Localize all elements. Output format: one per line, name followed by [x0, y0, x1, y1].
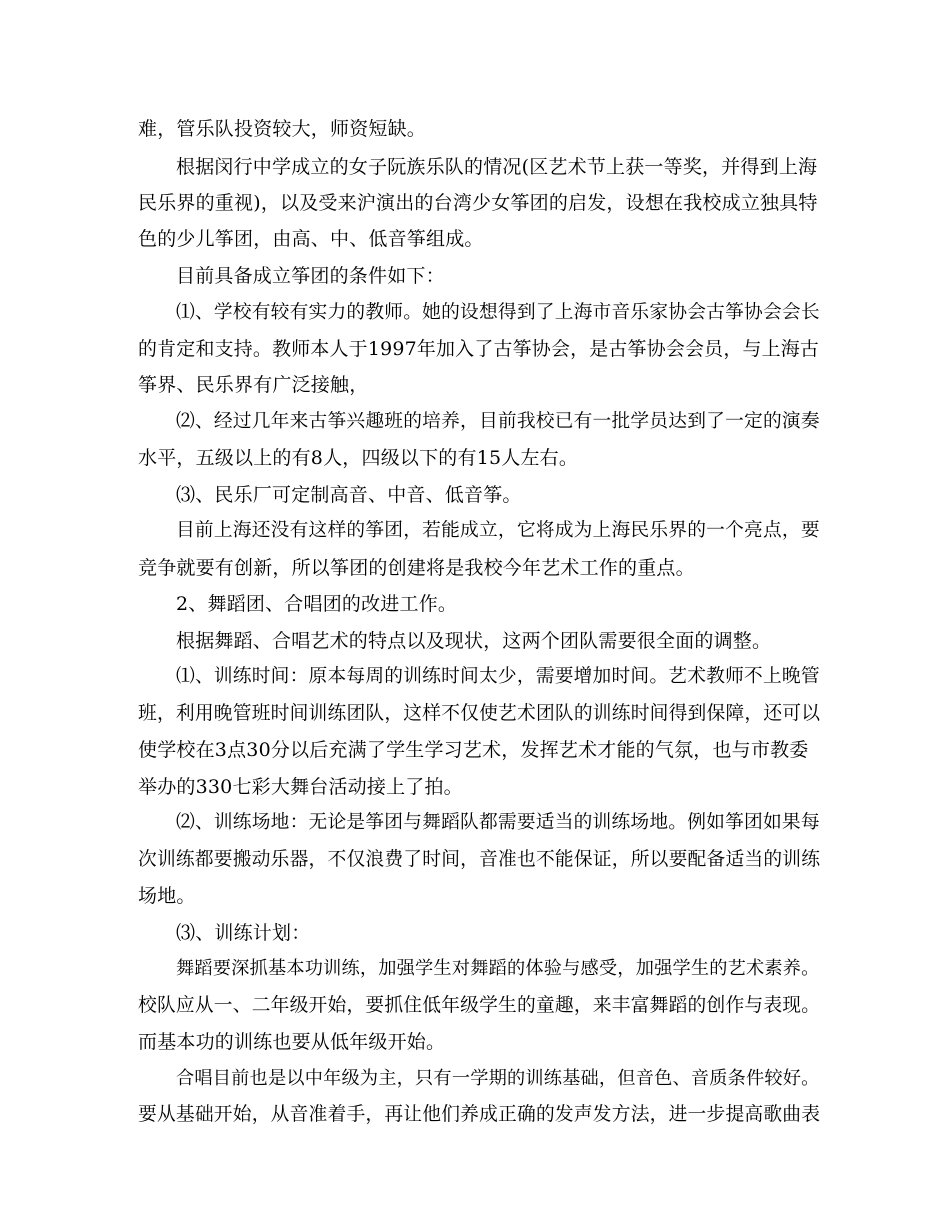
text-line: 竞争就要有创新，所以筝团的创建将是我校今年艺术工作的重点。 [138, 557, 695, 579]
text-line: 目前上海还没有这样的筝团，若能成立，它将成为上海民乐界的一个亮点，要 [176, 520, 820, 541]
text-line: 舞蹈要深抓基本功训练，加强学生对舞蹈的体验与感受，加强学生的艺术素养。 [176, 958, 820, 979]
text-line: 举办的330七彩大舞台活动接上了拍。 [138, 776, 463, 798]
text-line: 民乐界的重视)，以及受来沪演出的台湾少女筝团的启发，设想在我校成立独具特 [138, 192, 818, 214]
text-line: 目前具备成立筝团的条件如下： [176, 265, 445, 287]
text-line: 筝界、民乐界有广泛接触， [138, 374, 369, 396]
text-line: 要从基础开始，从音准着手，再让他们养成正确的发声发方法，进一步提高歌曲表 [138, 1104, 821, 1125]
text-line: ⑶、民乐厂可定制高音、中音、低音筝。 [176, 484, 522, 506]
text-line: ⑶、训练计划： [176, 922, 311, 944]
text-line: 而基本功的训练也要从低年级开始。 [138, 1031, 446, 1053]
text-line: 色的少儿筝团，由高、中、低音筝组成。 [138, 228, 484, 250]
text-line: 的肯定和支持。教师本人于1997年加入了古筝协会，是古筝协会会员，与上海古 [138, 338, 820, 360]
text-line: 合唱目前也是以中年级为主，只有一学期的训练基础，但音色、音质条件较好。 [176, 1068, 820, 1089]
text-line: ⑵、训练场地：无论是筝团与舞蹈队都需要适当的训练场地。例如筝团如果每 [176, 812, 820, 833]
text-line: 根据闵行中学成立的女子阮族乐队的情况(区艺术节上获一等奖，并得到上海 [176, 156, 818, 178]
text-line: ⑴、学校有较有实力的教师。她的设想得到了上海市音乐家协会古筝协会会长 [176, 302, 820, 323]
text-line: 校队应从一、二年级开始，要抓住低年级学生的童趣，来丰富舞蹈的创作与表现。 [138, 995, 821, 1016]
text-line: 难，管乐队投资较大，师资短缺。 [138, 118, 427, 140]
text-line: 班，利用晚管班时间训练团队，这样不仅使艺术团队的训练时间得到保障，还可以 [138, 703, 821, 724]
text-line: 使学校在3点30分以后充满了学生学习艺术，发挥艺术才能的气氛，也与市教委 [138, 739, 809, 761]
text-line: ⑴、训练时间：原本每周的训练时间太少，需要增加时间。艺术教师不上晚管 [176, 666, 820, 687]
text-line: 次训练都要搬动乐器，不仅浪费了时间，音准也不能保证，所以要配备适当的训练 [138, 849, 821, 870]
text-line: 2、舞蹈团、合唱团的改进工作。 [176, 593, 458, 615]
text-line: 场地。 [138, 885, 196, 907]
text-line: ⑵、经过几年来古筝兴趣班的培养，目前我校已有一批学员达到了一定的演奏 [176, 411, 820, 432]
text-line: 水平，五级以上的有8人，四级以下的有15人左右。 [138, 447, 579, 469]
text-line: 根据舞蹈、合唱艺术的特点以及现状，这两个团队需要很全面的调整。 [176, 630, 772, 652]
